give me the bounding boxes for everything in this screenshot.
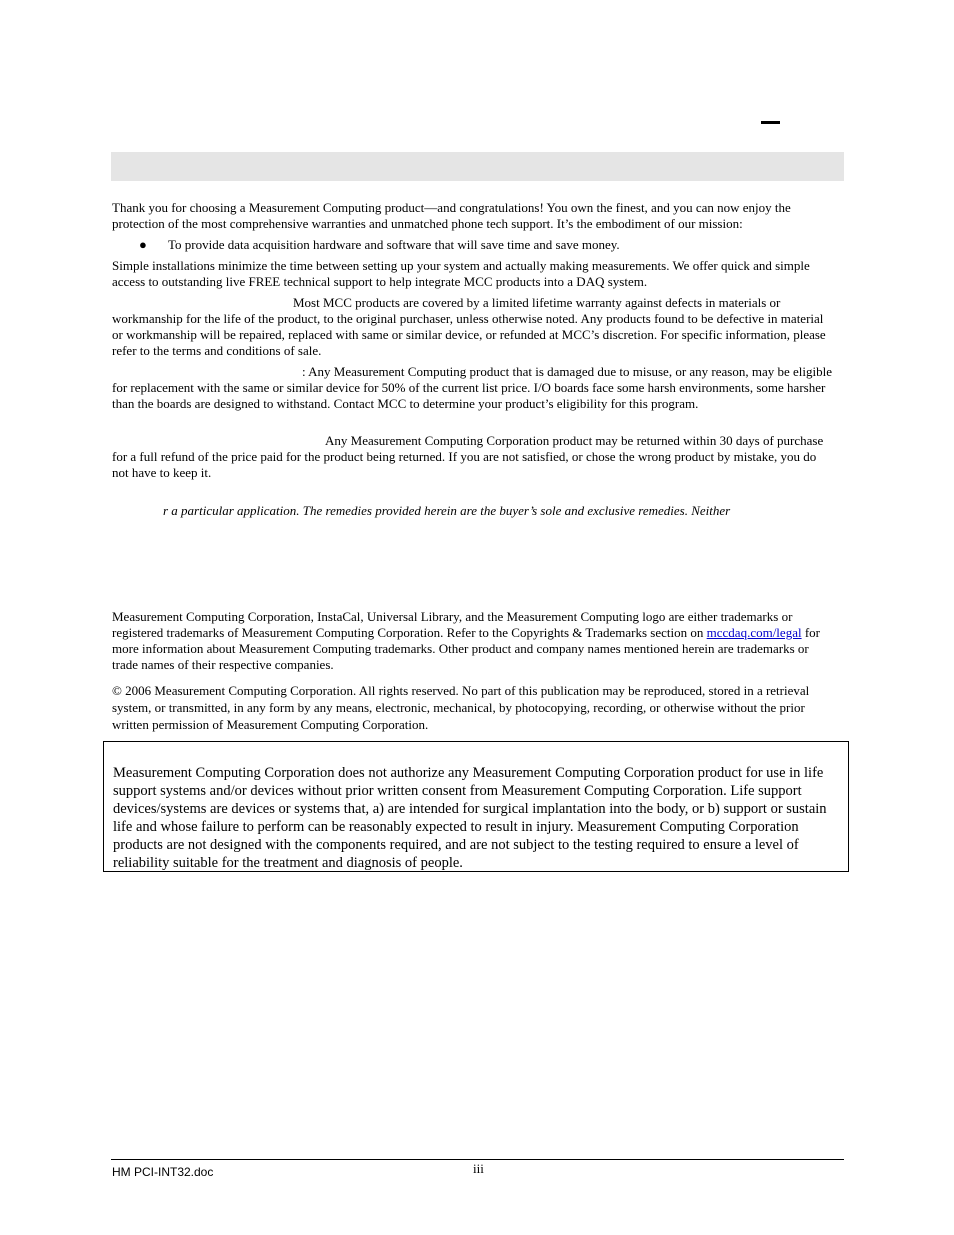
guarantee-paragraph bbox=[112, 433, 836, 481]
guarantee-text: Any Measurement Computing Corporation product may be returned within 30 days of purchase for a full refund of the price paid for the product being returned. If you are not satisfied, or chose the wrong product by mistake, you do not have to keep it. bbox=[112, 433, 824, 480]
trademarks-text-continued: for more information about Measurement Computing trademarks. Other product and company names mentioned herein are trademarks or trade names of their respective companies. bbox=[112, 625, 820, 672]
footer-page-number: iii bbox=[473, 1161, 484, 1176]
footer-document-name: HM PCI-INT32.doc bbox=[112, 1165, 214, 1179]
trademarks-paragraph bbox=[112, 609, 836, 673]
trademarks-text: Measurement Computing Corporation, InstaCal, Universal Library, and the Measurement Computing logo are either trademarks or registered trademarks of Measurement Computing Corporation. Refer to the Copyrights & Trademarks section on bbox=[112, 609, 793, 640]
section-banner bbox=[111, 152, 844, 181]
copyright-paragraph: © 2006 Measurement Computing Corporation. All rights reserved. No part of this publication may be reproduced, stored in a retrieval system, or transmitted, in any form by any means, electronic, mechanical, by photocopying, recording, or otherwise without the prior written permission of Measurement Computing Corporation. bbox=[112, 683, 810, 732]
harsh-environment-text: : Any Measurement Computing product that is damaged due to misuse, or any reason, may be eligible for replacement with the same or similar device for 50% of the current list price. I/O boards face some harsh environments, some harsher than the boards are designed to withstand. Contact MCC to determine your product’s eligibility for this program. bbox=[112, 364, 832, 411]
legal-link[interactable]: mccdaq.com/legal bbox=[706, 625, 802, 640]
life-support-notice-box bbox=[103, 741, 849, 872]
warranty-text: Most MCC products are covered by a limited lifetime warranty against defects in materials or workmanship for the life of the product, to the original purchaser, unless otherwise noted. Any products found to be defective in material or workmanship will be repaired, replaced with same or similar device, or refunded at MCC’s discretion. For specific information, please refer to the terms and conditions of sale. bbox=[112, 295, 826, 358]
harsh-environment-paragraph bbox=[112, 364, 836, 412]
warranty-paragraph bbox=[112, 295, 836, 359]
life-support-notice-text: Measurement Computing Corporation does not authorize any Measurement Computing Corporation product for use in life support systems and/or devices without prior written consent from Measurement Computing Corporation. Life support devices/systems are devices or systems that, a) are intended for surgical implantation into the body, or b) support or sustain life and whose failure to perform can be reasonably expected to result in injury. Measurement Computing Corporation products are not designed with the components required, and are not subject to the testing required to ensure a level of reliability suitable for the treatment and diagnosis of people. bbox=[113, 765, 827, 871]
footer-rule bbox=[111, 1159, 844, 1160]
intro-paragraph: Thank you for choosing a Measurement Computing product—and congratulations! You own the finest, and you can now enjoy the protection of the most comprehensive warranties and unmatched phone tech support. It’s the embodiment of our mission: bbox=[112, 200, 791, 231]
header-dash bbox=[761, 121, 780, 124]
bullet-icon: ● bbox=[139, 237, 147, 252]
disclaimer-fragment: r a particular application. The remedies provided herein are the buyer’s sole and exclusive remedies. Neither bbox=[163, 503, 731, 518]
mission-bullet-text: To provide data acquisition hardware and software that will save time and save money. bbox=[168, 237, 620, 252]
support-paragraph: Simple installations minimize the time between setting up your system and actually making measurements. We offer quick and simple access to outstanding live FREE technical support to help integrate MCC products into a DAQ system. bbox=[112, 258, 810, 289]
